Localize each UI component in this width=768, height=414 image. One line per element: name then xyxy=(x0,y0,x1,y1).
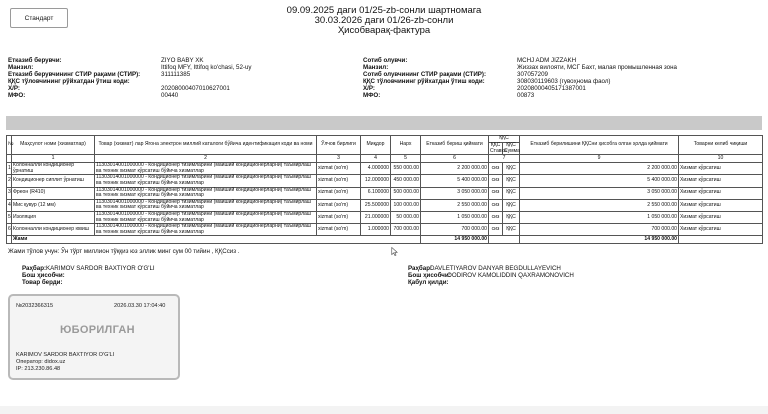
total-with-vat-cell: 3 050 000.00 xyxy=(520,187,679,199)
origin-cell: Хизмат кўрсатиш xyxy=(679,199,763,211)
row-number-cell: 4 xyxy=(7,199,12,211)
table-row xyxy=(7,187,763,199)
price-cell: 100 000.00 xyxy=(391,199,421,211)
vat-amount-cell: ҚҚС xyxy=(503,163,520,175)
seller-account-label: Х/Р: xyxy=(8,85,20,92)
col-header-price: Нарх xyxy=(391,136,421,155)
left-director-name: KARIMOV SARDOR BAXTIYOR O'G'LI xyxy=(46,265,155,272)
seller-name: ZIYO BABY XK xyxy=(161,57,204,64)
col-number: 3 xyxy=(317,155,361,163)
total-with-vat-cell: 2 200 000.00 xyxy=(520,163,679,175)
col-number: 2 xyxy=(95,155,317,163)
seller-address: Ittifoq MFY, Ittifoq ko'chasi, 52-uy xyxy=(161,64,252,71)
table-row xyxy=(7,211,763,223)
col-header-delivery-cost: Етказиб бериш қиймати xyxy=(421,136,489,155)
unit-cell: xizmat (so'm) xyxy=(317,163,361,175)
standard-button[interactable]: Стандарт xyxy=(10,8,68,28)
buyer-account: 20208000405171387001 xyxy=(517,85,586,92)
origin-cell: Хизмат кўрсатиш xyxy=(679,224,763,236)
stamp-status: ЮБОРИЛГАН xyxy=(60,324,135,336)
delivery-cost-cell: 2 200 000.00 xyxy=(421,163,489,175)
col-header-number: № xyxy=(7,136,12,155)
col-header-origin: Товарни келиб чиқиши xyxy=(679,136,763,155)
vat-amount-cell: ҚҚС xyxy=(503,199,520,211)
total-with-vat-cell: 700 000.00 xyxy=(520,224,679,236)
left-released-label: Товар берди: xyxy=(22,279,63,286)
col-header-vat-rate: ҚҚС Ставка xyxy=(490,142,507,154)
buyer-label: Сотиб олувчи: xyxy=(363,57,408,64)
col-header-unit: Ўлчов бирлиги xyxy=(317,136,361,155)
vat-rate-cell: сиз xyxy=(489,163,503,175)
table-row xyxy=(7,199,763,211)
invoice-table xyxy=(6,135,763,244)
total-empty-cell xyxy=(679,236,763,244)
total-empty-cell xyxy=(489,236,520,244)
catalog-code-cell: 11303014001000000 - Кондиционер тизимларини (маиший кондиционерларни) таъмирлаш ва техник хизмат кўрсатиш бўйича хизматлар xyxy=(95,199,317,211)
col-header-quantity: Миқдор xyxy=(361,136,391,155)
col-number: 6 xyxy=(421,155,489,163)
amount-in-words: Жами тўлов учун: Ўн тўрт миллион тўққиз юз эллик минг сум 00 тийин , ҚҚСсиз . xyxy=(8,248,240,255)
price-cell: 50 000.00 xyxy=(391,211,421,223)
col-header-product: Маҳсулот номи (хизматлар) xyxy=(12,136,95,155)
seller-mfo-label: МФО: xyxy=(8,92,26,99)
origin-cell: Хизмат кўрсатиш xyxy=(679,175,763,187)
quantity-cell: 4.000000 xyxy=(361,163,391,175)
delivery-cost-cell: 1 050 000.00 xyxy=(421,211,489,223)
stamp-signer-name: KARIMOV SARDOR BAXTIYOR O'G'LI xyxy=(16,352,115,358)
quantity-cell: 25.500000 xyxy=(361,199,391,211)
left-accountant-label: Бош ҳисобчи: xyxy=(22,272,65,279)
origin-cell: Хизмат кўрсатиш xyxy=(679,187,763,199)
col-number: 7 xyxy=(489,155,520,163)
col-header-total-with-vat: Етказиб берилишини ҚҚСни ҳисобга олган ҳолда қиймати xyxy=(520,136,679,155)
delivery-cost-cell: 2 550 000.00 xyxy=(421,199,489,211)
table-toolbar-bar xyxy=(6,116,762,130)
total-with-vat-cell: 5 400 000.00 xyxy=(520,175,679,187)
product-name-cell: Фреон (R410) xyxy=(12,187,95,199)
buyer-vat-code-label: ҚҚС тўловчининг рўйхатдан ўтиш коди: xyxy=(363,78,485,85)
catalog-code-cell: 11303014001000000 - Кондиционер тизимларини (маиший кондиционерларни) таъмирлаш ва техник хизмат кўрсатиш бўйича хизматлар xyxy=(95,224,317,236)
col-number: 9 xyxy=(520,155,679,163)
right-director-name: DAVLETIYAROV DANYAR BEGDULLAYEVICH xyxy=(430,265,561,272)
vat-amount-cell: ҚҚС xyxy=(503,187,520,199)
delivery-cost-cell: 3 050 000.00 xyxy=(421,187,489,199)
seller-label: Етказиб берувчи: xyxy=(8,57,62,64)
right-accountant-label: Бош ҳисобчи: xyxy=(408,272,451,279)
table-row xyxy=(7,224,763,236)
total-with-vat-cell: 2 550 000.00 xyxy=(520,199,679,211)
col-header-vat-group: ҚҚС xyxy=(489,136,520,143)
seller-account: 20208000407010627001 xyxy=(161,85,230,92)
vat-amount-cell: ҚҚС xyxy=(503,175,520,187)
right-received-label: Қабул қилди: xyxy=(408,279,449,286)
row-number-cell: 3 xyxy=(7,187,12,199)
total-with-vat-cell: 1 050 000.00 xyxy=(520,211,679,223)
unit-cell: xizmat (so'm) xyxy=(317,211,361,223)
vat-rate-cell: сиз xyxy=(489,199,503,211)
catalog-code-cell: 11303014001000000 - Кондиционер тизимларини (маиший кондиционерларни) таъмирлаш ва техник хизмат кўрсатиш бўйича хизматлар xyxy=(95,187,317,199)
stamp-operator: Оператор: didox.uz xyxy=(16,359,66,365)
vat-rate-cell: сиз xyxy=(489,175,503,187)
mouse-cursor-icon xyxy=(391,247,398,256)
row-number-cell: 6 xyxy=(7,224,12,236)
row-number-cell: 2 xyxy=(7,175,12,187)
quantity-cell: 6.100000 xyxy=(361,187,391,199)
catalog-code-cell: 11303014001000000 - Кондиционер тизимларини (маиший кондиционерларни) таъмирлаш ва техник хизмат кўрсатиш бўйича хизматлар xyxy=(95,163,317,175)
product-name-cell: Колонналли кондиционер ювиш xyxy=(12,224,95,236)
invoice-number: 30.03.2026 даги 01/26-zb-сонли xyxy=(314,15,454,26)
col-header-vat-amount: ҚҚС Сумма xyxy=(504,142,521,154)
buyer-tin: 307057209 xyxy=(517,71,548,78)
quantity-cell: 1.000000 xyxy=(361,224,391,236)
row-number-cell: 1 xyxy=(7,163,12,175)
right-director-label: Раҳбар: xyxy=(408,265,433,272)
delivery-cost-cell: 5 400 000.00 xyxy=(421,175,489,187)
col-number: 1 xyxy=(12,155,95,163)
unit-cell: xizmat (so'm) xyxy=(317,175,361,187)
stamp-ip: IP: 213.230.86.48 xyxy=(16,366,61,372)
buyer-mfo: 00873 xyxy=(517,92,535,99)
total-label: Жами xyxy=(12,236,421,244)
seller-mfo: 00440 xyxy=(161,92,179,99)
col-header-catalog-code: Товар (хизмат) лар Ягона электрон миллий каталоги бўйича идентификация коди ва номи xyxy=(95,136,317,155)
seller-vat-code-label: ҚҚС тўловчининг рўйхатдан ўтиш коди: xyxy=(8,78,130,85)
vat-rate-cell: сиз xyxy=(489,187,503,199)
vat-rate-cell: сиз xyxy=(489,224,503,236)
quantity-cell: 21.000000 xyxy=(361,211,391,223)
catalog-code-cell: 11303014001000000 - Кондиционер тизимларини (маиший кондиционерларни) таъмирлаш ва техник хизмат кўрсатиш бўйича хизматлар xyxy=(95,175,317,187)
seller-tin-label: Етказиб берувчининг СТИР рақами (СТИР): xyxy=(8,71,141,78)
buyer-vat-code: 308030119603 (гувоҳнома фаол) xyxy=(517,78,611,85)
table-row xyxy=(7,175,763,187)
origin-cell: Хизмат кўрсатиш xyxy=(679,163,763,175)
product-name-cell: Мис қувур (12 мм) xyxy=(12,199,95,211)
bottom-scroll-band xyxy=(0,406,768,414)
vat-rate-cell: сиз xyxy=(489,211,503,223)
seller-tin: 311111385 xyxy=(161,71,191,78)
buyer-mfo-label: МФО: xyxy=(363,92,381,99)
unit-cell: xizmat (so'm) xyxy=(317,187,361,199)
right-accountant-name: OODIROV KAMOLIDDIN QAXRAMONOVICH xyxy=(447,272,574,279)
unit-cell: xizmat (so'm) xyxy=(317,224,361,236)
catalog-code-cell: 11303014001000000 - Кондиционер тизимларини (маиший кондиционерларни) таъмирлаш ва техник хизмат кўрсатиш бўйича хизматлар xyxy=(95,211,317,223)
invoice-title: Ҳисобварақ-фактура xyxy=(337,25,431,36)
contract-reference: 09.09.2025 даги 01/25-zb-сонли шартномага xyxy=(286,5,482,16)
col-number: 5 xyxy=(391,155,421,163)
quantity-cell: 12.000000 xyxy=(361,175,391,187)
price-cell: 550 000.00 xyxy=(391,163,421,175)
price-cell: 500 000.00 xyxy=(391,187,421,199)
stamp-datetime: 2026.03.30 17:04:40 xyxy=(114,303,166,309)
seller-address-label: Манзил: xyxy=(8,64,34,71)
total-with-vat: 14 950 000.00 xyxy=(520,236,679,244)
row-number-cell: 5 xyxy=(7,211,12,223)
origin-cell: Хизмат кўрсатиш xyxy=(679,211,763,223)
product-name-cell: Колонналли кондиционер ўрнатиш xyxy=(12,163,95,175)
price-cell: 700 000.00 xyxy=(391,224,421,236)
total-delivery-cost: 14 950 000.00 xyxy=(421,236,489,244)
delivery-cost-cell: 700 000.00 xyxy=(421,224,489,236)
buyer-account-label: Х/Р: xyxy=(363,85,375,92)
stamp-number: №2032366315 xyxy=(16,303,54,309)
product-name-cell: Кондиционер сиплит ўрнатиш xyxy=(12,175,95,187)
price-cell: 450 000.00 xyxy=(391,175,421,187)
col-number: 4 xyxy=(361,155,391,163)
e-signature-stamp xyxy=(8,294,180,380)
buyer-tin-label: Сотиб олувчининг СТИР рақами (СТИР): xyxy=(363,71,487,78)
col-number: 10 xyxy=(679,155,763,163)
buyer-address: Жиззах вилояти, МСГ Бахт, малая промышленная зона xyxy=(517,64,677,71)
unit-cell: xizmat (so'm) xyxy=(317,199,361,211)
product-name-cell: Изоляция xyxy=(12,211,95,223)
table-total-row xyxy=(7,236,763,244)
buyer-address-label: Манзил: xyxy=(363,64,389,71)
left-director-label: Раҳбар: xyxy=(22,265,47,272)
buyer-name: MCHJ ADM JIZZAKH xyxy=(517,57,577,64)
vat-amount-cell: ҚҚС xyxy=(503,211,520,223)
vat-amount-cell: ҚҚС xyxy=(503,224,520,236)
